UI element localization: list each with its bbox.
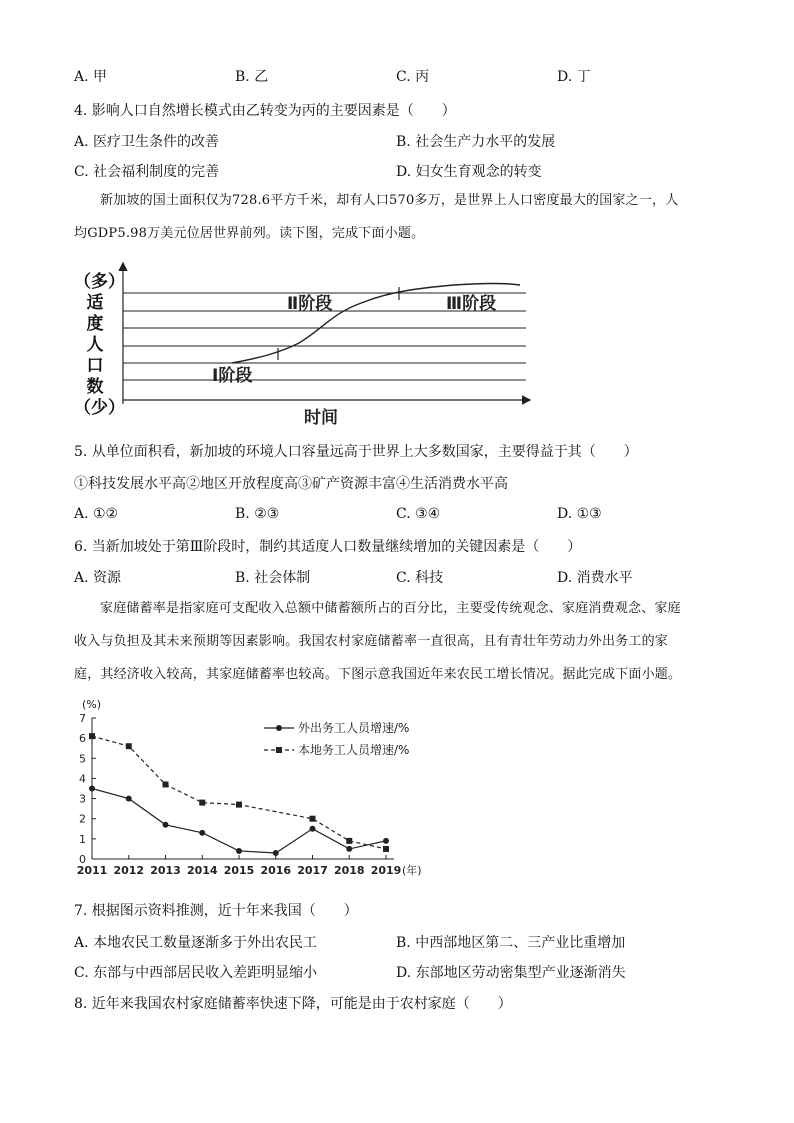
chart2-x-tick-label: 2012 [113, 864, 145, 877]
chart2-legend-marker-2 [276, 747, 282, 753]
chart2-legend-marker-1 [276, 725, 282, 731]
chart2-point-series1 [89, 786, 95, 792]
chart2-y-unit: (%) [82, 698, 102, 711]
q7-option-b[interactable]: B. 中西部地区第二、三产业比重增加 [396, 935, 626, 951]
q4-option-d[interactable]: D. 妇女生育观念的转变 [396, 164, 542, 180]
chart-migrant-workers [68, 694, 448, 884]
chart2-x-tick-label: 2011 [76, 864, 108, 877]
chart2-legend-label-2: 本地务工人员增速/% [298, 743, 410, 757]
chart2-y-tick-label: 0 [79, 853, 86, 866]
chart2-point-series2 [236, 802, 242, 808]
chart2-y-tick-label: 7 [79, 712, 86, 725]
chart2-series-line-1 [92, 789, 386, 854]
chart2-point-series2 [199, 800, 205, 806]
passage-savings [74, 592, 724, 691]
stage-label-3: Ⅲ阶段 [446, 294, 497, 314]
q4-stem: 4. 影响人口自然增长模式由乙转变为丙的主要因素是（ ） [74, 103, 456, 119]
q5-items: ①科技发展水平高②地区开放程度高③矿产资源丰富④生活消费水平高 [74, 476, 508, 492]
passage-savings-line1: 家庭储蓄率是指家庭可支配收入总额中储蓄额所占的百分比，主要受传统观念、家庭消费观念、家庭 [100, 601, 681, 616]
passage-savings-line2: 收入与负担及其未来预期等因素影响。我国农村家庭储蓄率一直很高，且有青壮年劳动力外出务工的家 [74, 634, 669, 649]
q7-option-a[interactable]: A. 本地农民工数量逐渐多于外出农民工 [74, 935, 318, 951]
y-label-char: 数 [86, 377, 104, 397]
q5-option-a[interactable]: A. ①② [74, 506, 119, 522]
passage-singapore-line1: 新加坡的国土面积仅为728.6平方千米，却有人口570多万，是世界上人口密度最大的国家之一，人 [100, 193, 679, 208]
chart2-point-series2 [163, 781, 169, 787]
q6-option-b[interactable]: B. 社会体制 [235, 570, 311, 586]
q6-option-c[interactable]: C. 科技 [396, 570, 444, 586]
chart2-point-series1 [126, 796, 132, 802]
chart2-legend-label-1: 外出务工人员增速/% [298, 721, 410, 735]
chart2-point-series1 [163, 822, 169, 828]
q3-option-c[interactable]: C. 丙 [396, 69, 430, 85]
chart2-y-tick-label: 3 [79, 792, 86, 806]
q3-option-a[interactable]: A. 甲 [74, 69, 108, 85]
figure1-plot [74, 258, 544, 428]
q4-option-c[interactable]: C. 社会福利制度的完善 [74, 164, 220, 180]
q4-option-a[interactable]: A. 医疗卫生条件的改善 [74, 134, 220, 150]
figure-population-stages [74, 258, 544, 428]
chart2-point-series1 [346, 846, 352, 852]
chart2-point-series2 [346, 838, 352, 844]
y-label-char: 口 [86, 356, 104, 376]
figure1-x-label: 时间 [304, 408, 338, 428]
y-label-less: （少） [74, 398, 125, 418]
y-label-char: 人 [86, 335, 104, 355]
chart2-point-series1 [273, 850, 279, 856]
q5-option-c[interactable]: C. ③④ [396, 506, 441, 522]
q7-option-d[interactable]: D. 东部地区劳动密集型产业逐渐消失 [396, 965, 626, 981]
chart2-point-series1 [199, 830, 205, 836]
y-label-char: 适 [86, 293, 104, 313]
q7-option-c[interactable]: C. 东部与中西部居民收入差距明显缩小 [74, 965, 318, 981]
y-label-more: （多） [74, 272, 125, 292]
chart2-point-series2 [383, 846, 389, 852]
chart2-x-unit: (年) [402, 864, 422, 877]
chart2-point-series2 [89, 733, 95, 739]
chart2-x-tick-label: 2016 [260, 864, 292, 877]
y-label-char: 度 [86, 314, 104, 334]
chart2-x-tick-label: 2014 [186, 864, 218, 877]
q5-stem: 5. 从单位面积看，新加坡的环境人口容量远高于世界上大多数国家，主要得益于其（ ） [74, 444, 638, 460]
chart2-y-tick-label: 2 [79, 812, 86, 826]
chart2-x-tick-label: 2018 [333, 864, 365, 877]
q7-stem: 7. 根据图示资料推测，近十年来我国（ ） [74, 903, 358, 919]
chart2-x-tick-label: 2013 [150, 864, 181, 877]
q3-option-b[interactable]: B. 乙 [235, 69, 269, 85]
chart2-point-series1 [236, 848, 242, 854]
chart2-point-series1 [383, 838, 389, 844]
q5-option-d[interactable]: D. ①③ [557, 506, 602, 522]
q3-option-d[interactable]: D. 丁 [557, 69, 591, 85]
passage-savings-line3: 庭，其经济收入较高，其家庭储蓄率也较高。下图示意我国近年来农民工增长情况。据此完成下面小题。 [74, 667, 682, 682]
chart2-y-tick-label: 6 [79, 732, 86, 746]
chart2-x-tick-label: 2017 [297, 864, 328, 877]
chart2-y-tick-label: 5 [79, 752, 86, 766]
chart2-y-tick-label: 4 [79, 772, 86, 786]
passage-singapore [74, 184, 724, 250]
q6-option-a[interactable]: A. 资源 [74, 570, 122, 586]
q5-option-b[interactable]: B. ②③ [235, 506, 280, 522]
chart2-point-series2 [126, 743, 132, 749]
chart2-x-tick-label: 2015 [223, 864, 255, 877]
chart2-point-series2 [310, 816, 316, 822]
q6-option-d[interactable]: D. 消费水平 [557, 570, 633, 586]
q6-stem: 6. 当新加坡处于第Ⅲ阶段时，制约其适度人口数量继续增加的关键因素是（ ） [74, 539, 582, 555]
chart2-x-tick-label: 2019 [370, 864, 402, 877]
q4-option-b[interactable]: B. 社会生产力水平的发展 [396, 134, 556, 150]
chart2-y-tick-label: 1 [79, 832, 86, 846]
chart2-point-series1 [310, 826, 316, 832]
stage-label-1: Ⅰ阶段 [212, 366, 253, 386]
passage-singapore-line2: 均GDP5.98万美元位居世界前列。读下图，完成下面小题。 [74, 226, 425, 241]
stage-label-2: Ⅱ阶段 [287, 294, 333, 314]
q8-stem: 8. 近年来我国农村家庭储蓄率快速下降，可能是由于农村家庭（ ） [74, 996, 512, 1012]
